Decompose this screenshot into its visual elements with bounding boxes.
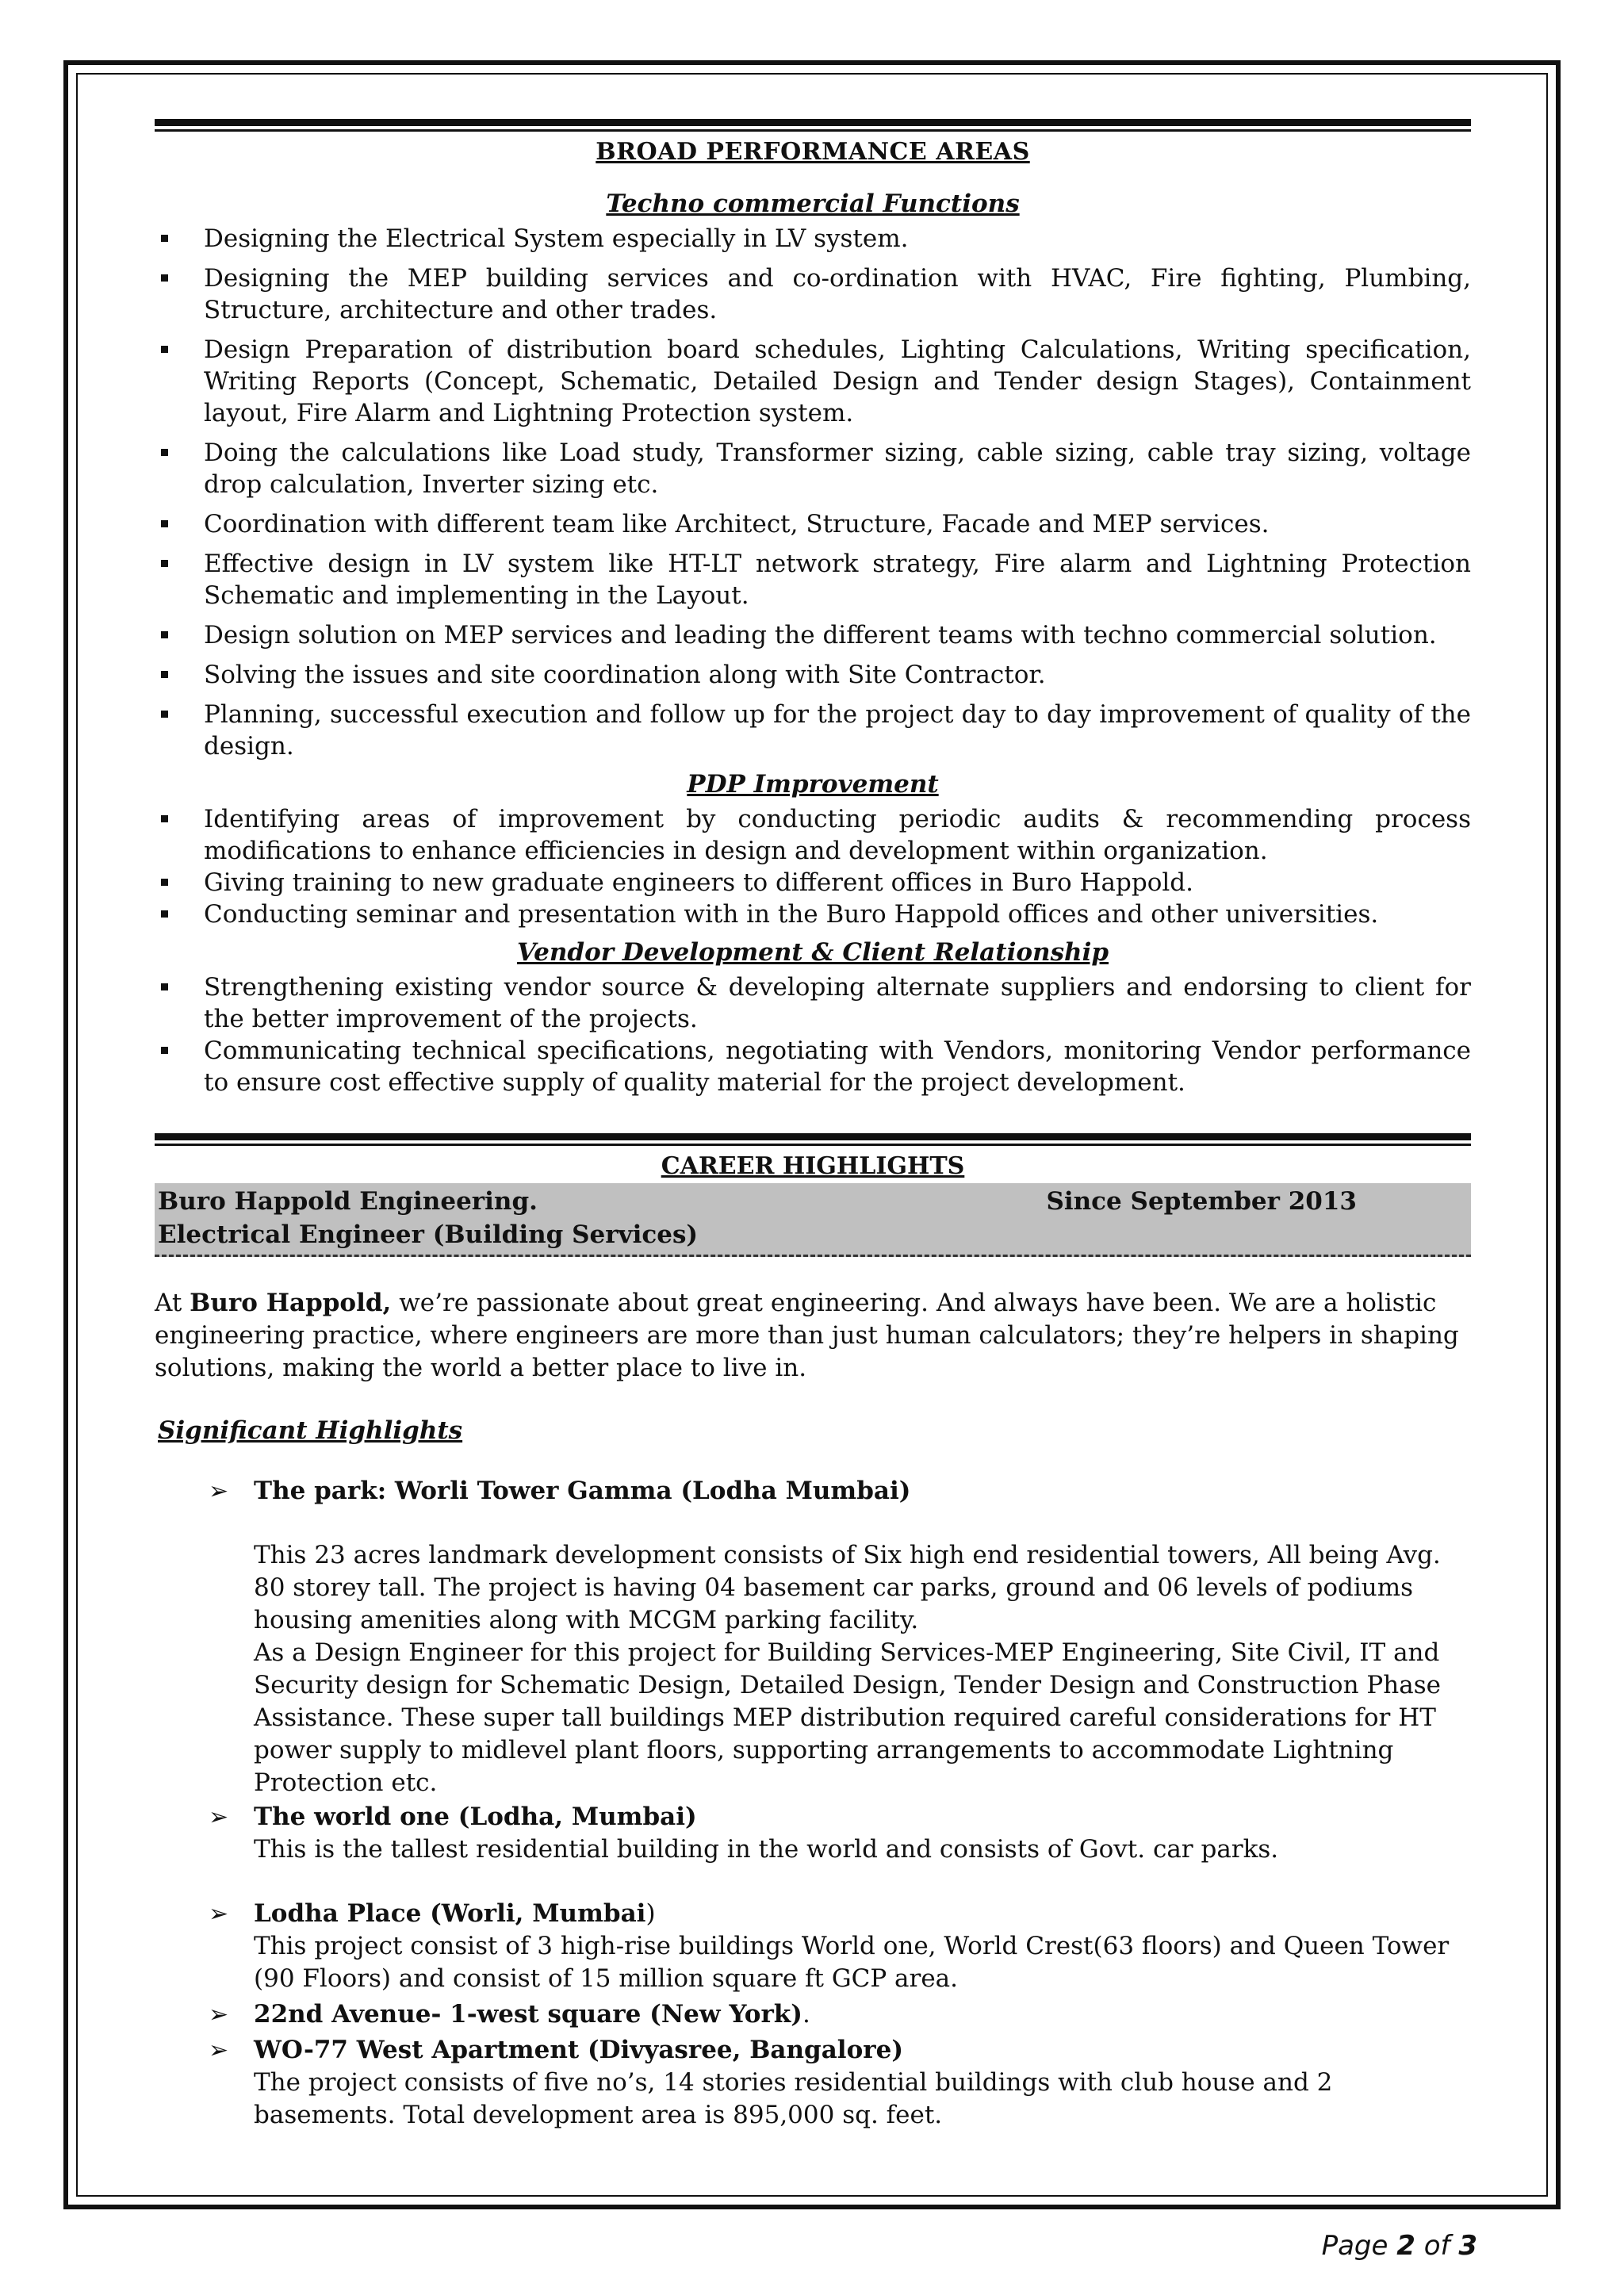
project-title-suffix: ): [645, 1899, 656, 1928]
section-divider-thin: [155, 129, 1471, 132]
page-label: Page: [1321, 2230, 1388, 2262]
vendor-development-title: Vendor Development & Client Relationship: [516, 938, 1109, 967]
list-item: Giving training to new graduate engineers to different offices in Buro Happold.: [155, 867, 1471, 898]
list-item: Design Preparation of distribution board schedules, Lighting Calculations, Writing specification, Writing Reports (Concept, Schematic, Detailed Design and Tender design Stages), Containment layout, Fire Alarm and Lightning Protection system.: [155, 334, 1471, 429]
vendor-development-list: [155, 971, 1471, 1098]
project-description: This project consist of 3 high-rise buildings World one, World Crest(63 floors) and Queen Tower (90 Floors) and consist of 15 million square ft GCP area.: [254, 1932, 1450, 1993]
arrow-bullet-icon: ➢: [209, 1900, 229, 1928]
resume-page: [155, 119, 1471, 2132]
project-description: The project consists of five no’s, 14 stories residential buildings with club house and 2 basements. Total development area is 895,000 sq. feet.: [254, 2068, 1333, 2129]
list-item: Solving the issues and site coordination along with Site Contractor.: [155, 659, 1471, 691]
project-description: This is the tallest residential building in the world and consists of Govt. car parks.: [254, 1835, 1279, 1864]
list-item: Strengthening existing vendor source & developing alternate suppliers and endorsing to client for the better improvement of the projects.: [155, 971, 1471, 1035]
intro-text: we’re passionate about great engineering. And always have been. We are a holistic engineering practice, where engineers are more than just human calculators; they’re helpers in shaping solutions, making the world a better place to live in.: [155, 1289, 1459, 1382]
project-item: [155, 1801, 1471, 1866]
career-highlights-title: CAREER HIGHLIGHTS: [661, 1152, 965, 1180]
techno-commercial-title: Techno commercial Functions: [606, 190, 1020, 218]
pdp-improvement-title: PDP Improvement: [687, 770, 939, 799]
company-name: Buro Happold Engineering.: [158, 1187, 538, 1216]
project-item: [155, 2034, 1471, 2132]
list-item: Designing the MEP building services and co-ordination with HVAC, Fire fighting, Plumbing, Structure, architecture and other trades.: [155, 262, 1471, 326]
intro-company-bold: Buro Happold,: [190, 1289, 392, 1317]
company-header: [155, 1183, 1471, 1257]
page-number: [1322, 2230, 1477, 2262]
project-description: This 23 acres landmark development consists of Six high end residential towers, All being Avg. 80 storey tall. The project is having 04 basement car parks, ground and 06 levels of podiums housing amenities along with MCGM parking facility.: [254, 1541, 1441, 1634]
project-item: [155, 1475, 1471, 1799]
techno-commercial-list: [155, 223, 1471, 762]
project-item: [155, 1998, 1471, 2031]
project-item: [155, 1898, 1471, 1995]
list-item: Coordination with different team like Architect, Structure, Facade and MEP services.: [155, 508, 1471, 540]
project-title-suffix: .: [802, 2000, 810, 2029]
page-total: 3: [1458, 2230, 1477, 2262]
list-item: Identifying areas of improvement by conducting periodic audits & recommending process modifications to enhance efficiencies in design and development within organization.: [155, 803, 1471, 867]
list-item: Communicating technical specifications, negotiating with Vendors, monitoring Vendor performance to ensure cost effective supply of quality material for the project development.: [155, 1035, 1471, 1098]
section-divider: [155, 119, 1471, 126]
list-item: Effective design in LV system like HT-LT network strategy, Fire alarm and Lightning Protection Schematic and implementing in the Layout.: [155, 548, 1471, 611]
list-item: Planning, successful execution and follow up for the project day to day improvement of quality of the design.: [155, 699, 1471, 762]
arrow-bullet-icon: ➢: [209, 2036, 229, 2064]
company-intro: [155, 1287, 1471, 1385]
page-of-label: of: [1423, 2230, 1450, 2262]
page-current: 2: [1396, 2230, 1415, 2262]
employment-since: Since September 2013: [1046, 1187, 1357, 1216]
list-item: Designing the Electrical System especially in LV system.: [155, 223, 1471, 255]
project-title: 22nd Avenue- 1-west square (New York): [254, 2000, 802, 2029]
arrow-bullet-icon: ➢: [209, 2001, 229, 2029]
significant-highlights-title: Significant Highlights: [158, 1416, 463, 1445]
list-item: Design solution on MEP services and leading the different teams with techno commercial solution.: [155, 619, 1471, 651]
project-title: WO-77 West Apartment (Divyasree, Bangalore): [254, 2036, 903, 2064]
list-item: Doing the calculations like Load study, Transformer sizing, cable sizing, cable tray sizing, voltage drop calculation, Inverter sizing etc.: [155, 437, 1471, 500]
list-item: Conducting seminar and presentation with in the Buro Happold offices and other universities.: [155, 898, 1471, 930]
project-role-description: As a Design Engineer for this project for Building Services-MEP Engineering, Site Civil, IT and Security design for Schematic Design, Detailed Design, Tender Design and Construction Phase Assistance. These super tall buildings MEP distribution required careful considerations for HT power supply to midlevel plant floors, supporting arrangements to accommodate Lightning Protection etc.: [254, 1638, 1441, 1797]
job-role: Electrical Engineer (Building Services): [158, 1220, 699, 1249]
arrow-bullet-icon: ➢: [209, 1803, 229, 1831]
section-divider: [155, 1133, 1471, 1140]
project-title: The world one (Lodha, Mumbai): [254, 1803, 697, 1831]
broad-performance-title: BROAD PERFORMANCE AREAS: [596, 138, 1030, 166]
arrow-bullet-icon: ➢: [209, 1477, 229, 1505]
project-title: The park: Worli Tower Gamma (Lodha Mumbai): [254, 1477, 911, 1505]
section-divider-thin: [155, 1144, 1471, 1146]
project-title: Lodha Place (Worli, Mumbai: [254, 1899, 646, 1928]
pdp-improvement-list: [155, 803, 1471, 930]
intro-prefix: At: [155, 1289, 190, 1317]
